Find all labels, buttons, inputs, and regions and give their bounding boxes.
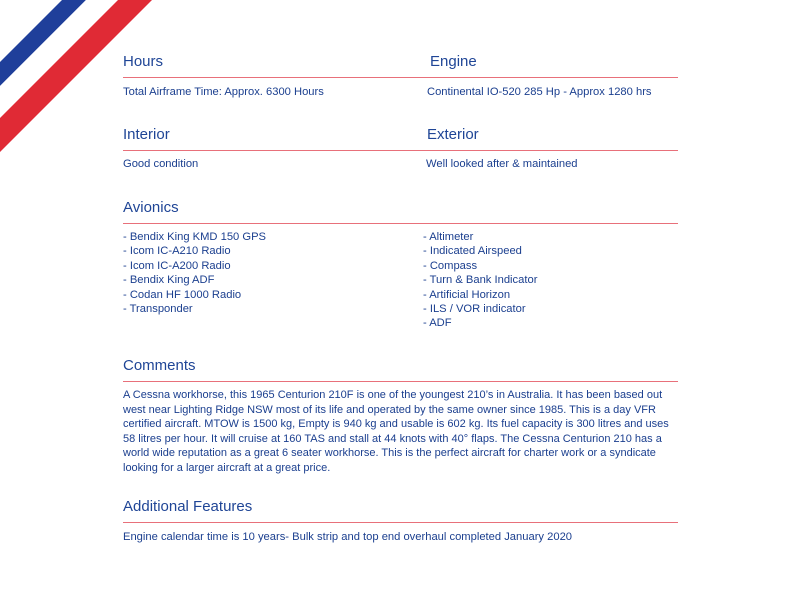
additional-features-title: Additional Features — [123, 498, 253, 515]
interior-text: Good condition — [123, 158, 199, 170]
list-item: - ILS / VOR indicator — [423, 303, 526, 316]
list-item: - Bendix King KMD 150 GPS — [123, 231, 267, 243]
list-item: - Indicated Airspeed — [423, 245, 522, 258]
additional-features-text: Engine calendar time is 10 years- Bulk strip and top end overhaul completed January 2020 — [123, 531, 573, 543]
avionics-title: Avionics — [123, 199, 179, 216]
engine-title: Engine — [430, 53, 477, 70]
list-item: - Bendix King ADF — [123, 274, 215, 287]
list-item: - Transponder — [123, 303, 193, 316]
list-item: - Artificial Horizon — [423, 288, 511, 301]
list-item: - ADF — [423, 317, 452, 330]
list-item: - Compass — [423, 259, 478, 272]
avionics-divider — [123, 223, 678, 224]
exterior-text: Well looked after & maintained — [426, 158, 578, 170]
hours-title: Hours — [123, 53, 164, 70]
avionics-list-left — [123, 230, 266, 316]
additional-features-divider — [123, 522, 678, 523]
hours-text: Total Airframe Time: Approx. 6300 Hours — [123, 86, 324, 98]
list-item: - Altimeter — [423, 231, 474, 243]
engine-text: Continental IO-520 285 Hp - Approx 1280 hrs — [427, 86, 652, 98]
hours-divider — [123, 77, 428, 78]
exterior-divider — [428, 150, 678, 151]
list-item: - Turn & Bank Indicator — [423, 274, 538, 287]
avionics-list-right — [423, 230, 537, 331]
list-item: - Icom IC-A200 Radio — [123, 259, 231, 272]
interior-divider — [123, 150, 428, 151]
list-item: - Icom IC-A210 Radio — [123, 245, 231, 258]
comments-title: Comments — [123, 357, 196, 374]
comments-divider — [123, 381, 678, 382]
engine-divider — [428, 77, 678, 78]
comments-text: A Cessna workhorse, this 1965 Centurion 210F is one of the youngest 210’s in Australia. It has been based out west near Lighting Ridge NSW most of its life and operated by the same owner since 1985. This is a day VFR certified aircraft. MTOW is 1500 kg, Empty is 940 kg and usable is 602 kg. Its fuel capacity is 300 litres and uses 58 litres per hour. It will cruise at 160 TAS and stall at 44 knots with 40° flaps. The Cessna Centurion 210 has a world wide reputation as a great 6 seater workhorse. This is the perfect aircraft for charter work or a syndicate looking for a larger aircraft at a great price. — [123, 389, 669, 474]
list-item: - Codan HF 1000 Radio — [123, 288, 242, 301]
exterior-title: Exterior — [427, 126, 479, 143]
interior-title: Interior — [123, 126, 170, 143]
